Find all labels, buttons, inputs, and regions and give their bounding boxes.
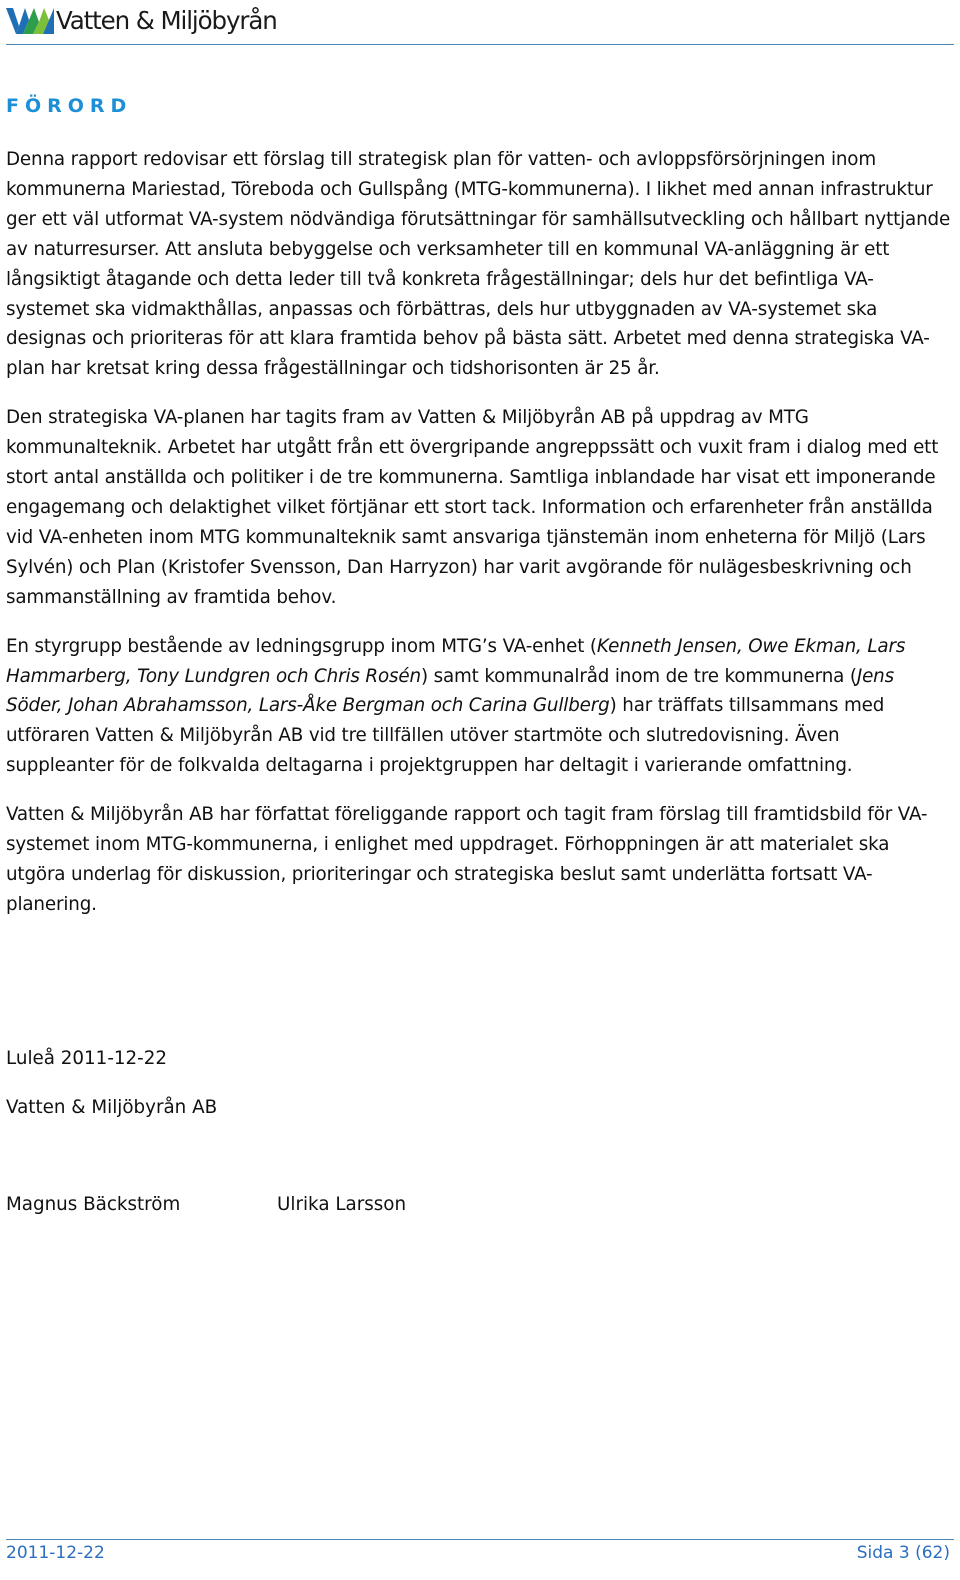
logo-wordmark: Vatten & Miljöbyrån	[56, 6, 277, 35]
place-date: Luleå 2011-12-22	[6, 1048, 168, 1069]
page-number: Sida 3 (62)	[856, 1543, 950, 1563]
signatory-name: Magnus Bäckström	[6, 1194, 181, 1215]
paragraph-text: Den strategiska VA-planen har tagits fram av Vatten & Miljöbyrån AB på uppdrag av MTG kommunalteknik. Arbetet har utgått från ett övergripande angreppssätt och vuxit fram i dialog med ett stort antal anställda och politiker i de tre kommunerna. Samtliga inblandade har visat ett imponerande engagemang och delaktighet vilket förtjänar ett stort tack. Information och erfarenheter från anställda vid VA-enheten inom MTG kommunalteknik samt ansvariga tjänstemän inom enheterna för Miljö (Lars Sylvén) och Plan (Kristofer Svensson, Dan Harryzon) har varit avgörande för nulägesbeskrivning och sammanställning av framtida behov.	[6, 407, 939, 608]
paragraph-text: Denna rapport redovisar ett förslag till strategisk plan för vatten- och avloppsförsörjningen inom kommunerna Mariestad, Töreboda och Gullspång (MTG-kommunerna). I likhet med annan infrastruktur ger ett väl utformat VA-system nödvändiga förutsättningar för samhällsutveckling och hållbart nyttjande av naturresurser. Att ansluta bebyggelse och verksamheter till en kommunal VA-anläggning är ett långsiktigt åtagande och detta leder till två konkreta frågeställningar; dels hur det befintliga VA-systemet ska vidmakthållas, anpassas och förbättras, dels hur utbyggnaden av VA-systemet ska designas och prioriteras för att klara framtida behov på bästa sätt. Arbetet med denna strategiska VA-plan har kretsat kring dessa frågeställningar och tidshorisonten är 25 år.	[6, 149, 951, 380]
page-header	[0, 0, 960, 46]
section-heading: FÖRORD	[6, 95, 133, 117]
paragraph-text: En styrgrupp bestående av ledningsgrupp inom MTG’s VA-enhet (	[6, 635, 597, 657]
paragraph-text: ) samt kommunalråd inom de tre kommunerna (	[420, 665, 857, 687]
italic-names: Jens Söder, Johan Abrahamsson, Lars-Åke Bergman och Carina Gullberg	[6, 665, 894, 717]
paragraph-text: Vatten & Miljöbyrån AB har författat föreliggande rapport och tagit fram förslag till framtidsbild för VA-systemet inom MTG-kommunerna, i enlighet med uppdraget. Förhoppningen är att materialet ska utgöra underlag för diskussion, prioriteringar och strategiska beslut samt underlätta fortsatt VA-planering.	[6, 804, 928, 915]
italic-names: Kenneth Jensen, Owe Ekman, Lars Hammarberg, Tony Lundgren och Chris Rosén	[6, 635, 906, 687]
wave-mountains-icon	[6, 8, 54, 34]
company-logo	[6, 4, 277, 38]
paragraph-4	[6, 800, 951, 920]
footer-divider	[6, 1539, 954, 1540]
signatory-name: Ulrika Larsson	[277, 1194, 407, 1215]
header-divider	[6, 44, 954, 45]
paragraph-2	[6, 403, 951, 612]
paragraph-3	[6, 632, 951, 782]
document-body	[6, 145, 951, 939]
paragraph-1	[6, 145, 951, 384]
footer-date: 2011-12-22	[6, 1543, 105, 1563]
company-name: Vatten & Miljöbyrån AB	[6, 1097, 218, 1118]
paragraph-text: ) har träffats tillsammans med utföraren Vatten & Miljöbyrån AB vid tre tillfällen utöver startmöte och slutredovisning. Även suppleanter för de folkvalda deltagarna i projektgruppen har deltagit i varierande omfattning.	[6, 695, 885, 777]
